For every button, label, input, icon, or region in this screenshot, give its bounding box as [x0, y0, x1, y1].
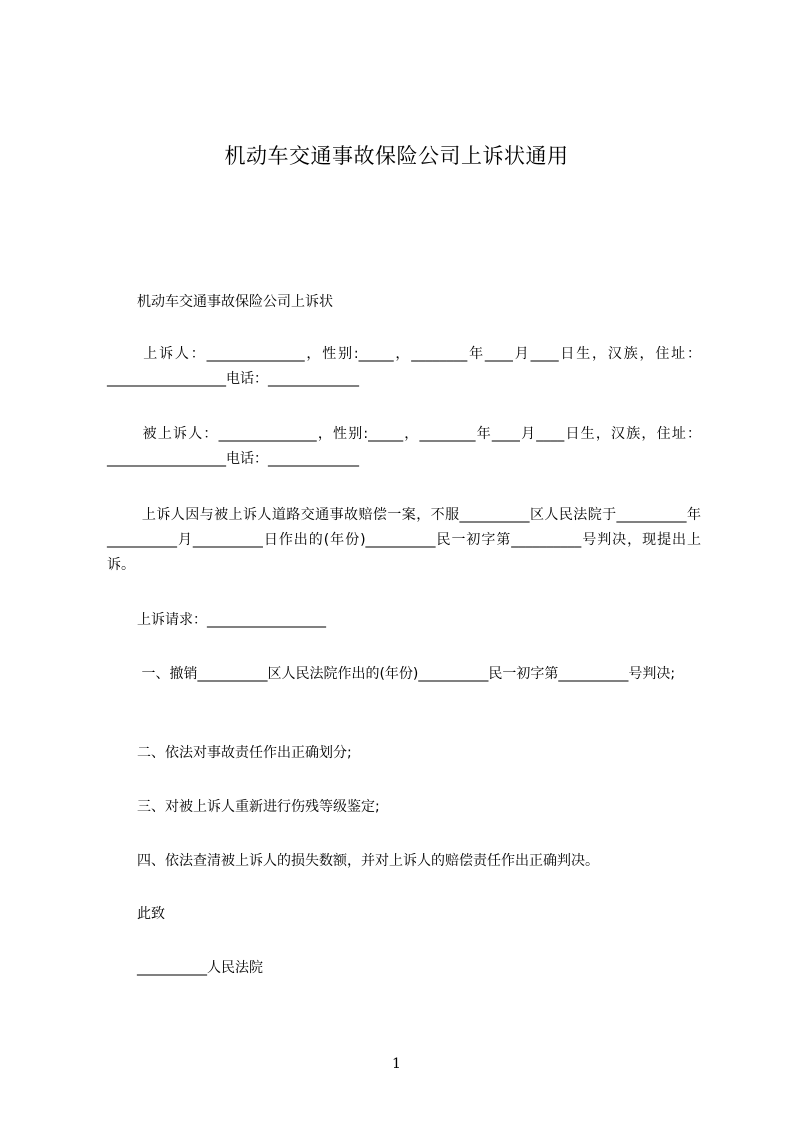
request-heading: 上诉请求：_________________	[137, 612, 326, 628]
page-number: 1	[392, 1056, 401, 1072]
document-subtitle: 机动车交通事故保险公司上诉状	[137, 294, 333, 310]
appellee-paragraph: 被上诉人：______________，性别:_____，________年____月____日生，汉族，住址：_________________电话：_____________	[107, 426, 702, 467]
request-item-1: 一、撤销__________区人民法院作出的(年份)__________民一初字第__________号判决;	[137, 666, 676, 682]
closing-text: 此致	[137, 906, 165, 922]
request-item-2: 二、依法对事故责任作出正确划分;	[137, 745, 352, 761]
request-item-3: 三、对被上诉人重新进行伤残等级鉴定;	[137, 799, 380, 815]
appellant-paragraph: 上诉人：______________，性别:_____，________年____月____日生，汉族，住址：_________________电话：_____________	[107, 346, 701, 387]
request-item-4: 四、依法查清被上诉人的损失数额，并对上诉人的赔偿责任作出正确判决。	[137, 853, 599, 869]
court-line: __________人民法院	[137, 960, 263, 976]
document-title: 机动车交通事故保险公司上诉状通用	[224, 144, 569, 168]
statement-paragraph: 上诉人因与被上诉人道路交通事故赔偿一案，不服__________区人民法院于__________年__________月__________日作出的(年份)__________民一初字第__________号判决，现提出上诉。	[107, 507, 701, 573]
